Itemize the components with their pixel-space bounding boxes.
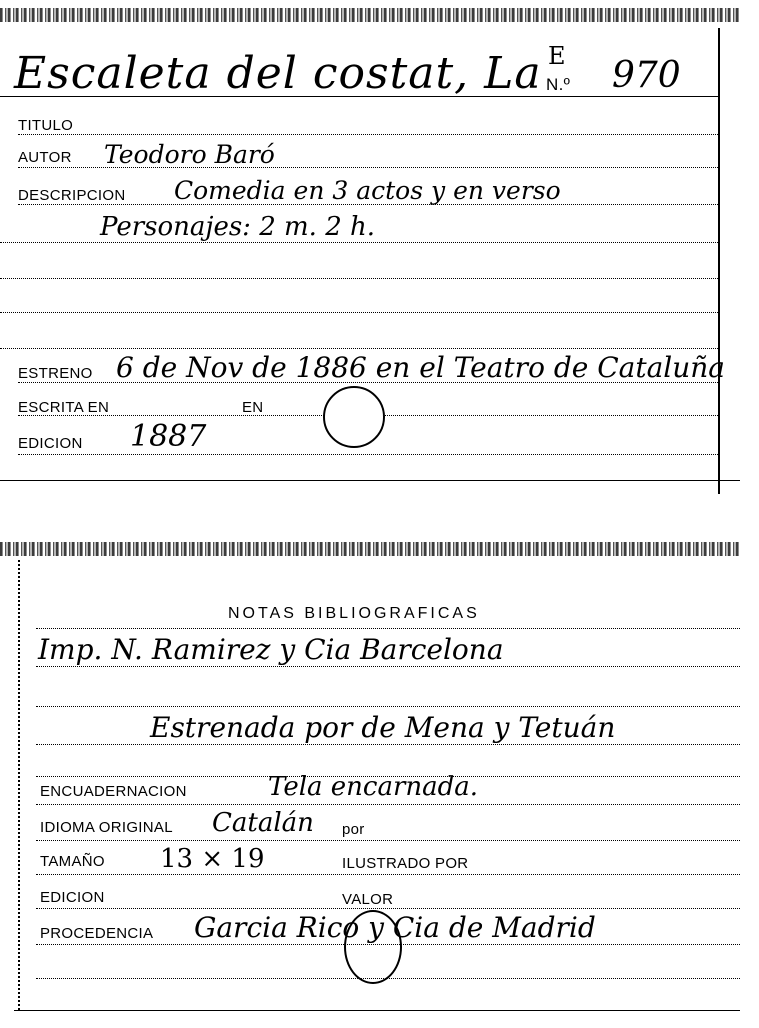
library-stamp-2 xyxy=(344,910,402,984)
titulo-label: TITULO xyxy=(18,117,74,134)
por-label: por xyxy=(342,821,365,838)
ilustrado-label: ILUSTRADO POR xyxy=(342,855,469,872)
library-stamp xyxy=(323,386,385,448)
card-title-handwritten: Escaleta del costat, La xyxy=(14,48,542,99)
idioma-line xyxy=(36,840,740,841)
notas-line-0 xyxy=(36,628,740,629)
tamano-line xyxy=(36,874,740,875)
encuadernacion-value: Tela encarnada. xyxy=(268,772,479,802)
blank-line-b1 xyxy=(36,978,740,979)
encuadernacion-label: ENCUADERNACION xyxy=(40,783,187,800)
descripcion-value: Comedia en 3 actos y en verso xyxy=(174,176,561,205)
procedencia-label: PROCEDENCIA xyxy=(40,925,154,942)
encuadernacion-line xyxy=(36,804,740,805)
edicion-label: EDICION xyxy=(18,435,83,452)
descripcion-label: DESCRIPCION xyxy=(18,187,126,204)
autor-value: Teodoro Baró xyxy=(104,140,275,169)
notas-heading: NOTAS BIBLIOGRAFICAS xyxy=(228,605,480,622)
notas-line-1 xyxy=(36,666,740,667)
notas-line-2 xyxy=(36,706,740,707)
edicion2-line xyxy=(36,908,740,909)
blank-line-3 xyxy=(0,348,718,349)
catalog-prefix: E xyxy=(548,42,566,70)
estreno-value: 6 de Nov de 1886 en el Teatro de Cataluña xyxy=(116,351,725,384)
blank-line-1 xyxy=(0,278,718,279)
note-line-1: Imp. N. Ramirez y Cia Barcelona xyxy=(38,633,504,666)
number-label: N.º xyxy=(546,75,571,94)
title-underline xyxy=(0,96,718,97)
autor-label: AUTOR xyxy=(18,149,72,166)
personajes-value: Personajes: 2 m. 2 h. xyxy=(100,212,376,242)
edicion-value: 1887 xyxy=(130,419,207,454)
idioma-label: IDIOMA ORIGINAL xyxy=(40,819,173,836)
note-line-2: Estrenada por de Mena y Tetuán xyxy=(150,711,616,744)
autor-line xyxy=(18,167,718,168)
edicion2-label: EDICION xyxy=(40,889,105,906)
edicion-line xyxy=(18,454,718,455)
tamano-label: TAMAÑO xyxy=(40,853,105,870)
en-label: EN xyxy=(242,399,264,416)
catalog-card-bottom xyxy=(0,548,740,1018)
card-right-border xyxy=(718,28,720,494)
escrita-en-label: ESCRITA EN xyxy=(18,399,110,416)
card2-left-border xyxy=(18,560,20,1010)
card-top-edge xyxy=(0,8,740,22)
estreno-line xyxy=(18,382,718,383)
valor-label: VALOR xyxy=(342,891,394,908)
descripcion-line xyxy=(18,204,718,205)
tamano-value: 13 × 19 xyxy=(160,844,265,874)
card1-bottom-line xyxy=(0,480,740,481)
blank-line-2 xyxy=(0,312,718,313)
notas-line-3 xyxy=(36,744,740,745)
titulo-line xyxy=(18,134,718,135)
personajes-line xyxy=(0,242,718,243)
card2-bottom-line xyxy=(14,1010,740,1011)
card2-top-edge xyxy=(0,542,740,556)
procedencia-value: Garcia Rico y Cia de Madrid xyxy=(194,911,596,944)
idioma-value: Catalán xyxy=(212,808,314,838)
catalog-card-top xyxy=(0,14,740,486)
estreno-label: ESTRENO xyxy=(18,365,93,382)
catalog-number: 970 xyxy=(612,55,681,96)
procedencia-line xyxy=(36,944,740,945)
